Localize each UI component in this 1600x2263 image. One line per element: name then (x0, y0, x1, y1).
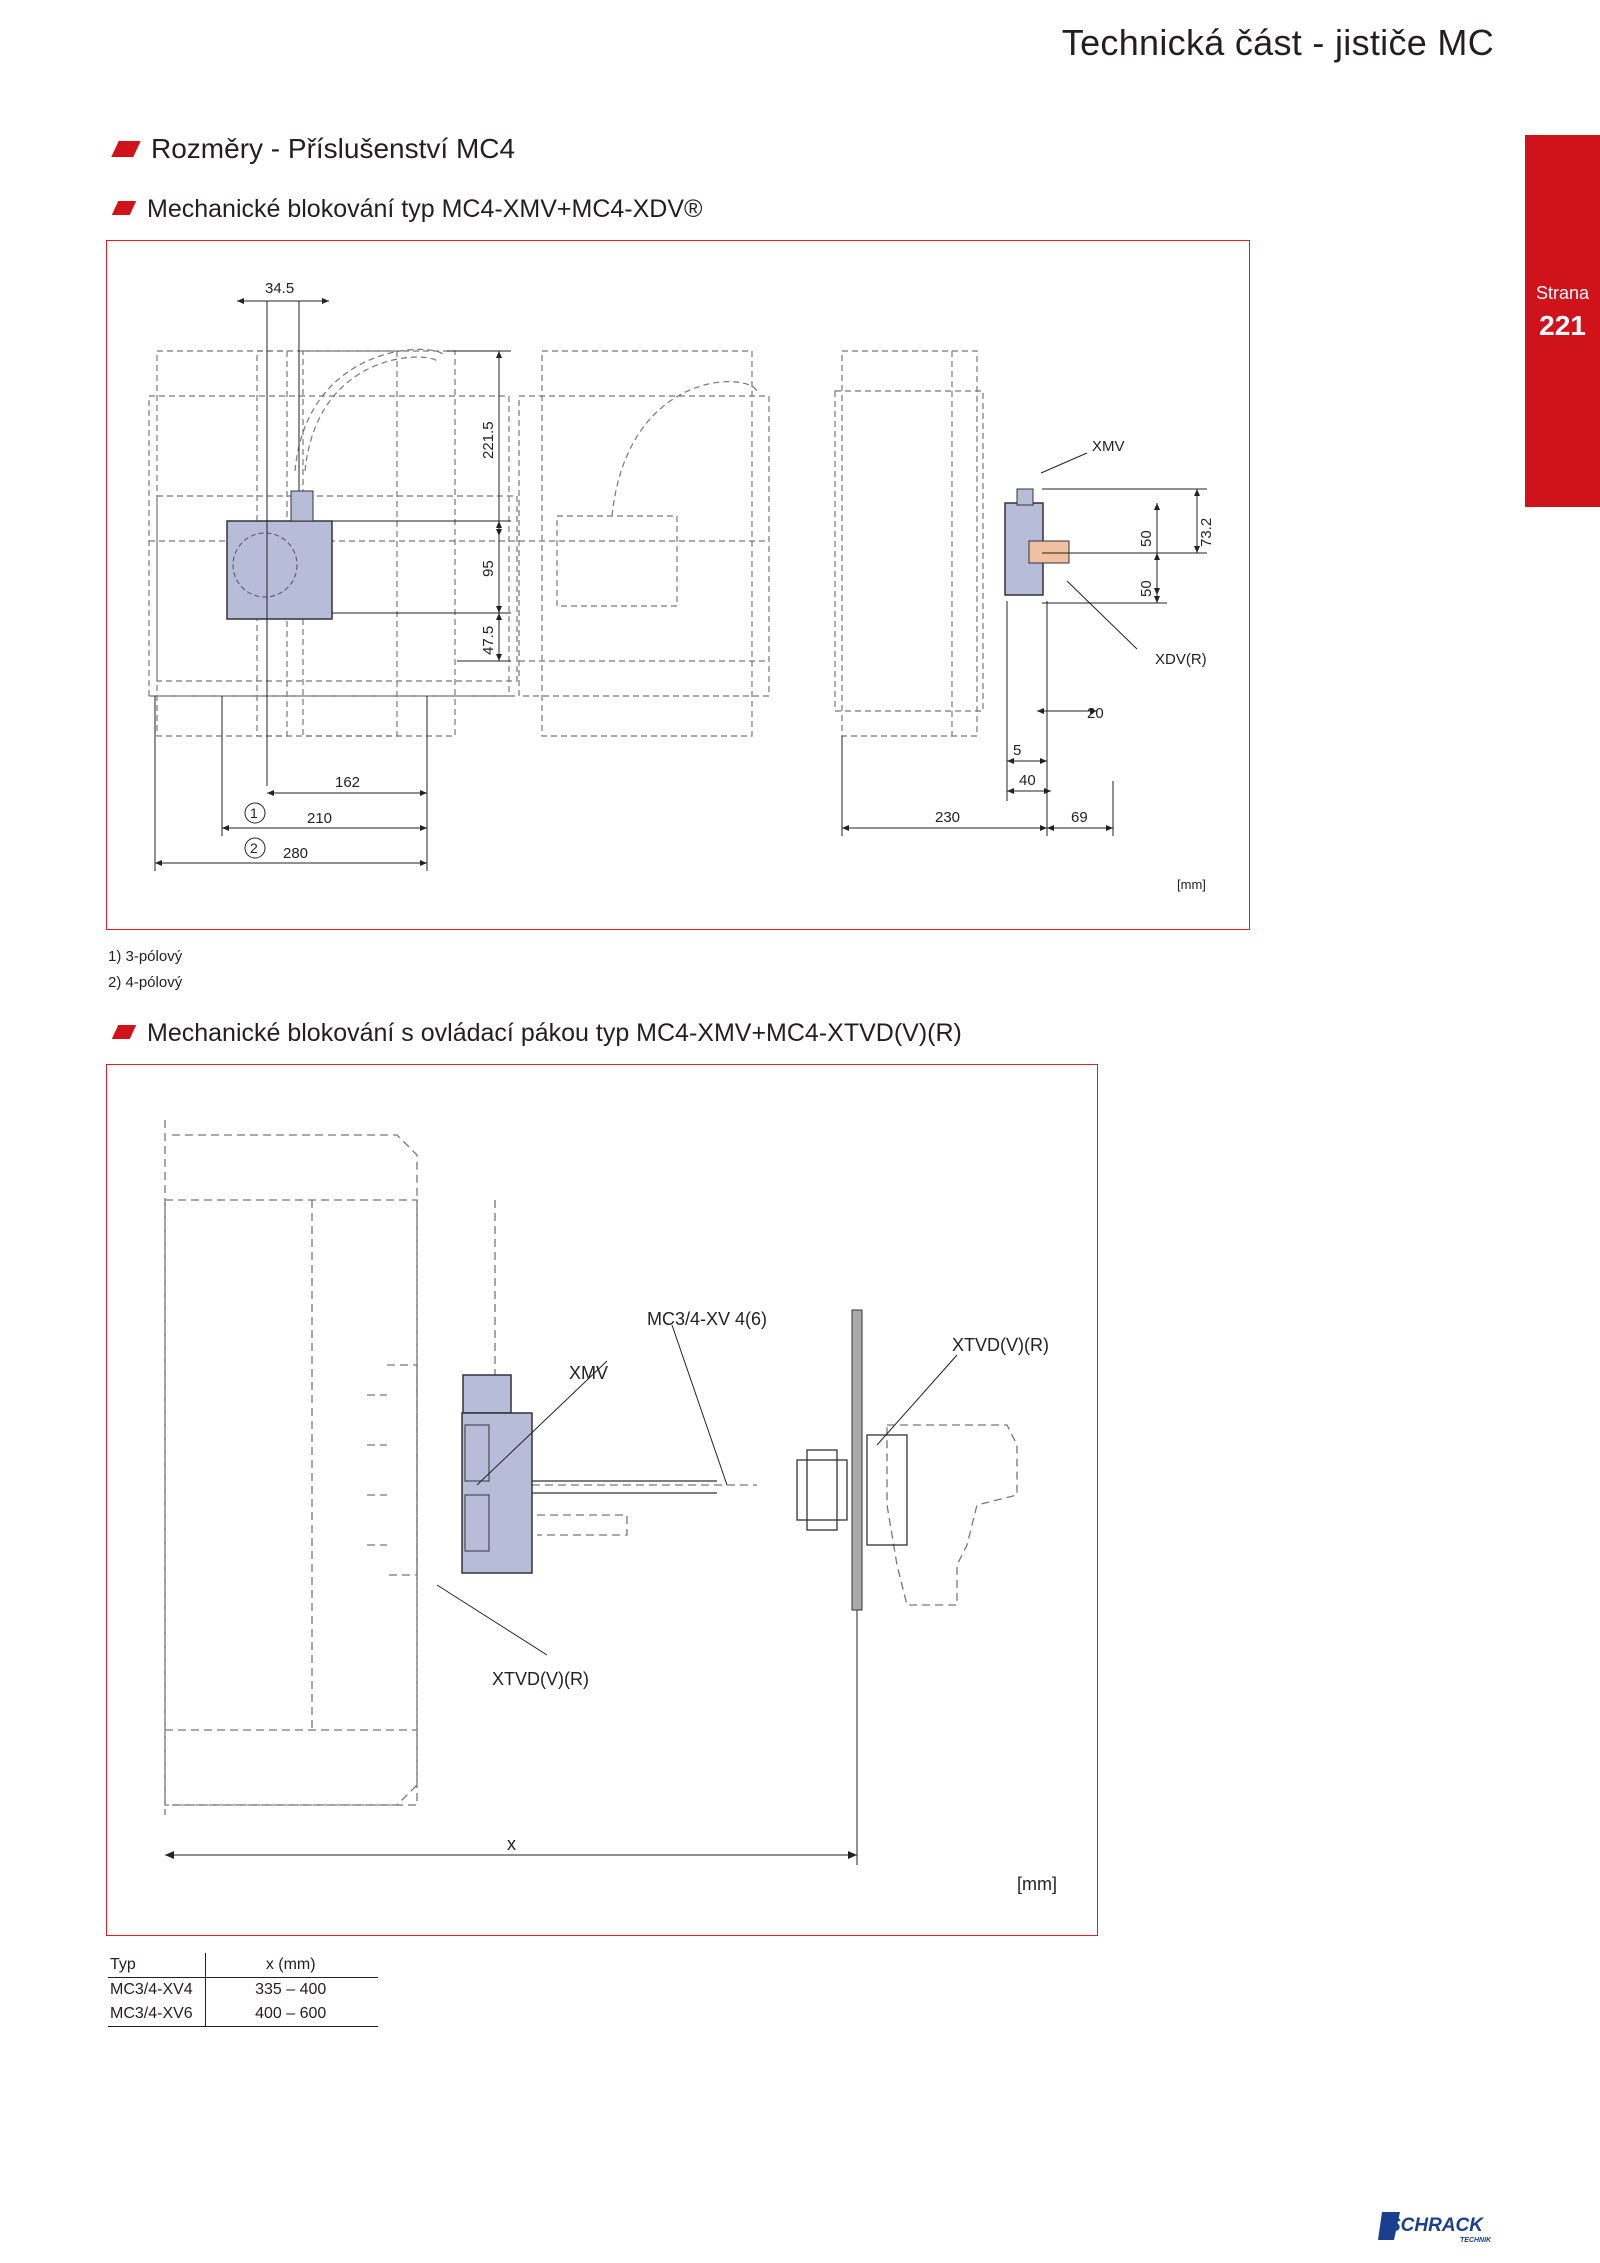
dim-280: 280 (283, 845, 309, 862)
xtvd-top-label: XTVD(V)(R) (952, 1335, 1049, 1355)
section-title (115, 133, 515, 165)
xmv-body (462, 1413, 532, 1573)
dim-73-2: 73.2 (1198, 517, 1215, 547)
dim-221-5: 221.5 (480, 421, 497, 459)
breaker-side-view (835, 351, 983, 736)
xmv-label-fig2: XMV (569, 1363, 609, 1383)
table-cell-typ: MC3/4-XV4 (110, 1981, 193, 1998)
unit-label-fig2: [mm] (1017, 1874, 1057, 1894)
side-page-tab (1525, 135, 1600, 507)
note-3-pole: 1) 3-pólový (108, 948, 183, 965)
xdv-part-side (1029, 541, 1069, 563)
breaker-outline-left (149, 349, 517, 736)
xv-label: MC3/4-XV 4(6) (647, 1309, 768, 1329)
unit-label: [mm] (1177, 877, 1206, 892)
figure1-drawing (106, 240, 1250, 930)
schrack-logo (1378, 2210, 1508, 2246)
dim-210: 210 (307, 810, 333, 827)
table-cell-typ: MC3/4-XV6 (108, 2002, 205, 2027)
dim-95: 95 (480, 560, 497, 577)
table-row (108, 2002, 378, 2027)
callout-1-number: 1 (250, 805, 258, 821)
breaker-outline-fig2 (165, 1120, 1017, 1815)
xmv-part-front (227, 521, 332, 619)
xmv-connector (291, 491, 313, 521)
xmv-side-connector (1017, 489, 1033, 505)
side-tab-page-number: 221 (1539, 310, 1586, 341)
figure2-svg (107, 1065, 1097, 1935)
dim-50-top: 50 (1138, 530, 1155, 547)
table-row (108, 1978, 378, 2003)
dim-20: 20 (1087, 705, 1104, 722)
dim-162: 162 (335, 774, 361, 791)
note-4-pole: 2) 4-pólový (108, 974, 183, 991)
xdv-label: XDV(R) (1155, 651, 1207, 668)
page-header-title: Technická část - jističe MC (1061, 22, 1494, 63)
xtvd-bottom-label: XTVD(V)(R) (492, 1669, 589, 1689)
dim-47-5: 47.5 (480, 625, 497, 655)
dim-34-5: 34.5 (265, 280, 295, 297)
dim-40: 40 (1019, 772, 1036, 789)
section-title-text: Rozměry - Příslušenství MC4 (151, 133, 516, 164)
table-header-x: x (mm) (205, 1953, 378, 1978)
red-bullet-icon (111, 141, 140, 157)
table-cell-x: 335 – 400 (205, 1978, 378, 2003)
figure1-title-text: Mechanické blokování typ MC4-XMV+MC4-XDV® (147, 195, 703, 223)
side-tab-label: Strana (1535, 283, 1590, 303)
logo-subtext: TECHNIK (1460, 2237, 1492, 2244)
table-cell-x: 400 – 600 (205, 2002, 378, 2027)
breaker-outline-middle (519, 351, 769, 736)
red-bullet-icon (112, 201, 137, 215)
callout-2-number: 2 (250, 840, 258, 856)
figure2-title (115, 1019, 962, 1048)
figure1-title (115, 195, 702, 224)
dim-230: 230 (935, 809, 961, 826)
figure2-title-text: Mechanické blokování s ovládací pákou typ MC4-XMV+MC4-XTVD(V)(R) (147, 1019, 962, 1047)
red-bullet-icon (112, 1025, 137, 1039)
dim-5: 5 (1013, 742, 1022, 759)
figure2-drawing (106, 1064, 1098, 1936)
x-dimension-label: x (507, 1834, 516, 1854)
table-header-typ: Typ (108, 1953, 205, 1978)
xmv-top-block (463, 1375, 511, 1413)
shaft-assembly (532, 1435, 907, 1545)
leader-lines-fig2 (165, 1325, 957, 1865)
logo-text: SCHRACK (1388, 2215, 1483, 2236)
dim-50-bottom: 50 (1138, 580, 1155, 597)
x-dimension-table (108, 1953, 378, 2027)
panel-door (852, 1310, 862, 1610)
figure1-svg (107, 241, 1249, 929)
dim-69: 69 (1071, 809, 1088, 826)
xmv-label: XMV (1092, 438, 1125, 455)
table-header-row (108, 1953, 378, 1978)
